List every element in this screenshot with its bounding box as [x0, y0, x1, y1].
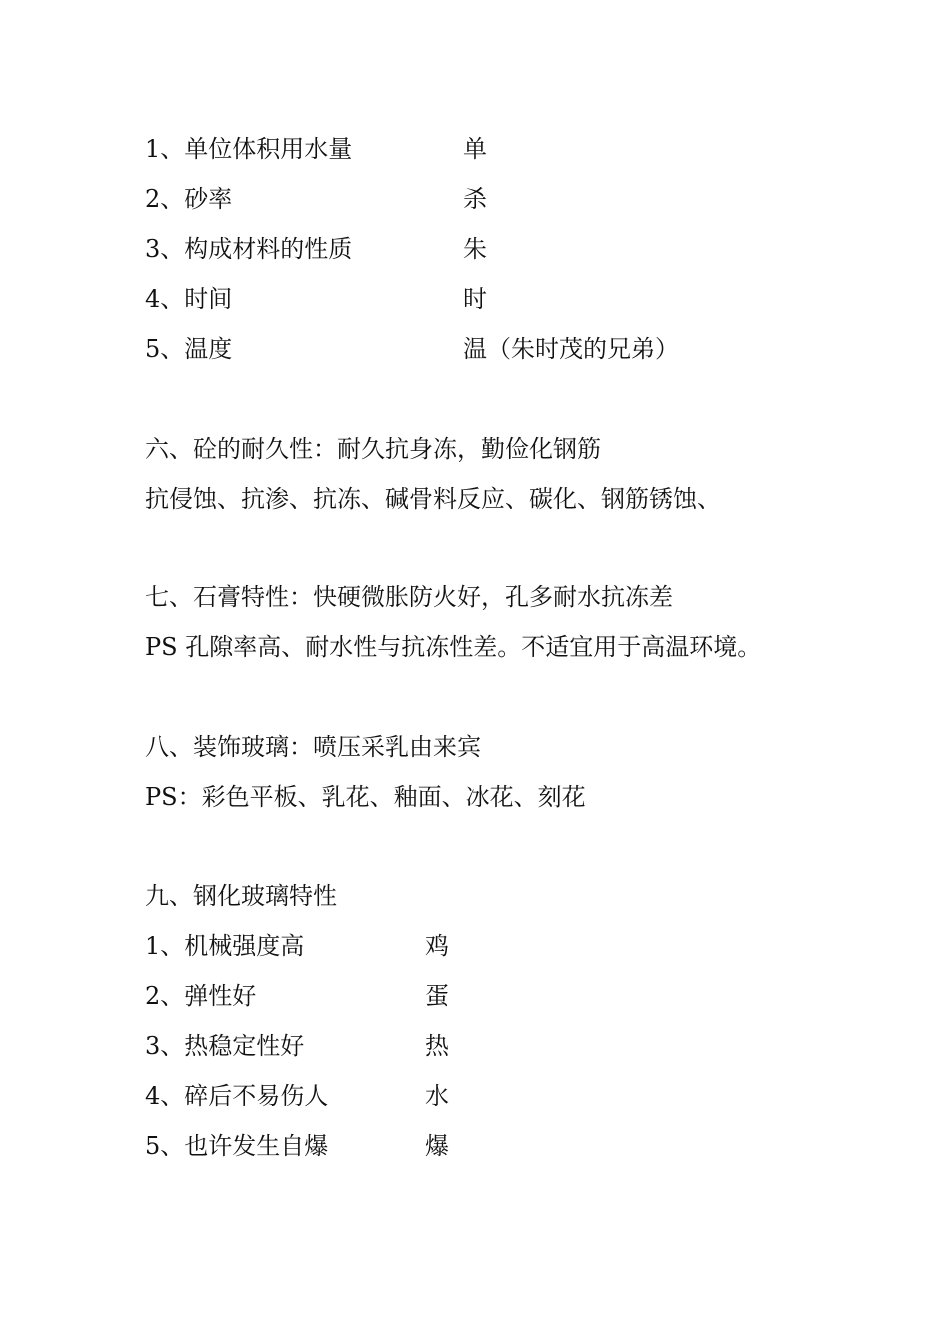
list-item-text: 5、温度 [145, 335, 233, 363]
list-item-text: 2、弹性好 [145, 982, 257, 1010]
list-item-text: 3、构成材料的性质 [145, 235, 353, 263]
list-item-mnemonic: 蛋 [425, 982, 449, 1010]
list-item-mnemonic: 水 [425, 1082, 449, 1110]
list-item-text: 2、砂率 [145, 185, 233, 213]
list-item-text: 1、单位体积用水量 [145, 135, 353, 163]
section-heading: 九、钢化玻璃特性 [145, 882, 337, 910]
list-item-mnemonic: 温（朱时茂的兄弟） [463, 335, 679, 363]
list-item-mnemonic: 杀 [463, 185, 487, 213]
section-heading: 八、装饰玻璃：喷压采乳由来宾 [145, 733, 481, 761]
list-item-mnemonic: 热 [425, 1032, 449, 1060]
list-item-mnemonic: 单 [463, 135, 487, 163]
list-item-text: 4、时间 [145, 285, 233, 313]
list-item-text: 4、碎后不易伤人 [145, 1082, 329, 1110]
list-item-mnemonic: 鸡 [425, 932, 449, 960]
section-detail: PS 孔隙率高、耐水性与抗冻性差。不适宜用于高温环境。 [145, 633, 762, 661]
section-heading: 六、砼的耐久性：耐久抗身冻，勤俭化钢筋 [145, 435, 601, 463]
section-detail: PS：彩色平板、乳花、釉面、冰花、刻花 [145, 783, 586, 811]
list-item-mnemonic: 朱 [463, 235, 487, 263]
list-item-mnemonic: 爆 [425, 1132, 449, 1160]
list-item-text: 5、也许发生自爆 [145, 1132, 329, 1160]
section-detail: 抗侵蚀、抗渗、抗冻、碱骨料反应、碳化、钢筋锈蚀、 [145, 485, 721, 513]
list-item-mnemonic: 时 [463, 285, 487, 313]
section-heading: 七、石膏特性：快硬微胀防火好，孔多耐水抗冻差 [145, 583, 673, 611]
list-item-text: 1、机械强度高 [145, 932, 305, 960]
list-item-text: 3、热稳定性好 [145, 1032, 305, 1060]
